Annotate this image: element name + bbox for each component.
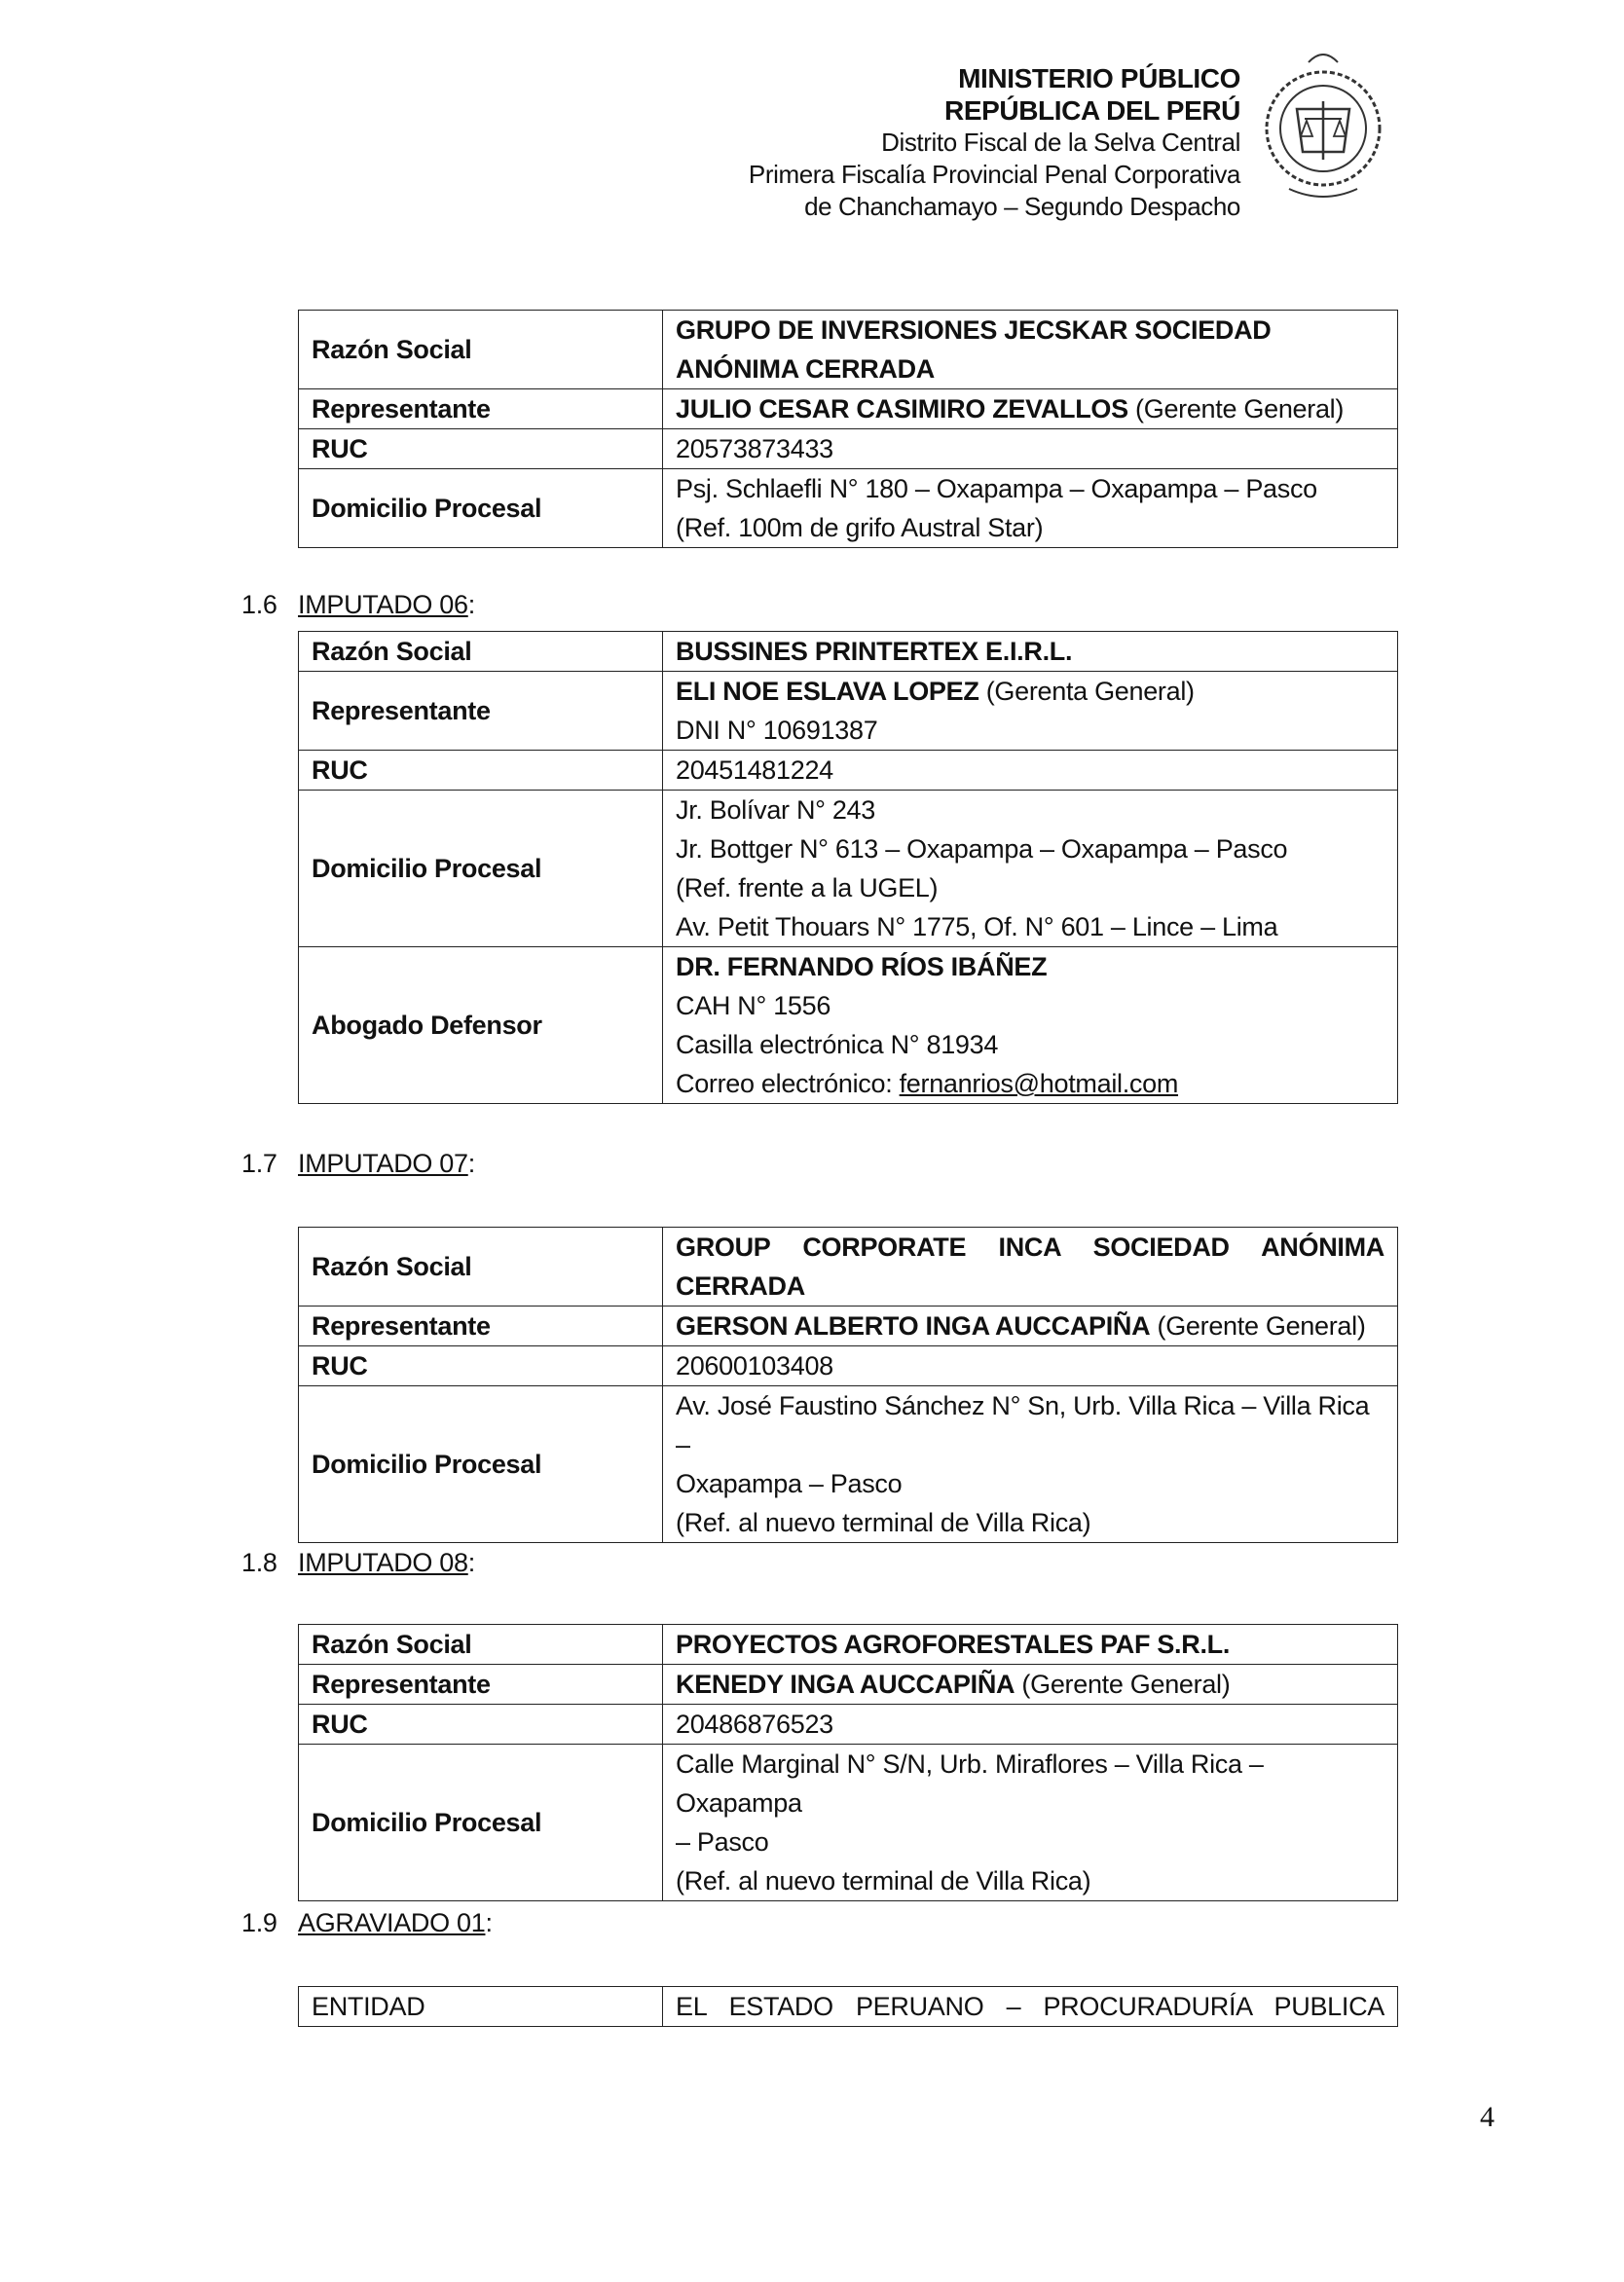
representante-value bbox=[663, 1665, 1398, 1705]
ruc-value: 20486876523 bbox=[663, 1705, 1398, 1745]
domicilio-label: Domicilio Procesal bbox=[299, 1386, 663, 1543]
abogado-label: Abogado Defensor bbox=[299, 947, 663, 1104]
table-row bbox=[299, 1987, 1398, 2027]
ruc-label: RUC bbox=[299, 1705, 663, 1745]
representante-role: (Gerente General) bbox=[1150, 1311, 1366, 1341]
domicilio-value bbox=[663, 1386, 1398, 1543]
entidad-value: EL ESTADO PERUANO – PROCURADURÍA PUBLICA bbox=[663, 1987, 1398, 2027]
domicilio-line: (Ref. al nuevo terminal de Villa Rica) bbox=[676, 1866, 1091, 1896]
domicilio-line: (Ref. frente a la UGEL) bbox=[676, 873, 939, 902]
table-row bbox=[299, 389, 1398, 429]
agraviado-01-table bbox=[298, 1986, 1398, 2027]
razon-social-label: Razón Social bbox=[299, 1625, 663, 1665]
representante-label: Representante bbox=[299, 1307, 663, 1346]
section-title: IMPUTADO 07 bbox=[298, 1149, 468, 1178]
imputado-05-table bbox=[298, 310, 1398, 548]
domicilio-line: Av. Petit Thouars N° 1775, Of. N° 601 – Lince – Lima bbox=[676, 912, 1278, 941]
section-colon: : bbox=[467, 1548, 475, 1577]
domicilio-line: Av. José Faustino Sánchez N° Sn, Urb. Villa Rica – Villa Rica – bbox=[676, 1391, 1370, 1459]
table-row bbox=[299, 672, 1398, 751]
abogado-cah: CAH N° 1556 bbox=[676, 991, 831, 1020]
representante-dni: DNI N° 10691387 bbox=[676, 716, 878, 745]
table-row bbox=[299, 791, 1398, 947]
table-row bbox=[299, 469, 1398, 548]
domicilio-line: Jr. Bottger N° 613 – Oxapampa – Oxapampa – Pasco bbox=[676, 834, 1288, 864]
section-imputado-08 bbox=[241, 1548, 475, 1578]
table-row bbox=[299, 1665, 1398, 1705]
ministerio-seal-icon bbox=[1250, 33, 1396, 228]
razon-social-label: Razón Social bbox=[299, 632, 663, 672]
domicilio-line: Psj. Schlaefli N° 180 – Oxapampa – Oxapampa – Pasco bbox=[676, 474, 1317, 503]
razon-social-value: GRUPO DE INVERSIONES JECSKAR SOCIEDAD ANÓNIMA CERRADA bbox=[663, 311, 1398, 389]
ruc-value: 20600103408 bbox=[663, 1346, 1398, 1386]
razon-social-line: GROUP CORPORATE INCA SOCIEDAD ANÓNIMA bbox=[676, 1233, 1384, 1262]
abogado-casilla: Casilla electrónica N° 81934 bbox=[676, 1030, 999, 1059]
representante-value bbox=[663, 672, 1398, 751]
domicilio-line: (Ref. 100m de grifo Austral Star) bbox=[676, 513, 1044, 542]
imputado-08-table bbox=[298, 1624, 1398, 1901]
header-despacho: de Chanchamayo – Segundo Despacho bbox=[804, 192, 1240, 221]
section-number: 1.6 bbox=[241, 590, 277, 619]
table-row bbox=[299, 1625, 1398, 1665]
table-row bbox=[299, 1705, 1398, 1745]
section-imputado-06 bbox=[241, 590, 475, 620]
section-title: IMPUTADO 06 bbox=[298, 590, 468, 619]
domicilio-value bbox=[663, 469, 1398, 548]
razon-social-value: PROYECTOS AGROFORESTALES PAF S.R.L. bbox=[663, 1625, 1398, 1665]
representante-value bbox=[663, 389, 1398, 429]
ruc-label: RUC bbox=[299, 1346, 663, 1386]
representante-name-line bbox=[676, 672, 1384, 711]
representante-label: Representante bbox=[299, 672, 663, 751]
imputado-06-table bbox=[298, 631, 1398, 1104]
page-number: 4 bbox=[1480, 2101, 1495, 2133]
table-row bbox=[299, 429, 1398, 469]
representante-role: (Gerente General) bbox=[1127, 394, 1345, 423]
domicilio-line: – Pasco bbox=[676, 1827, 769, 1857]
razon-social-label: Razón Social bbox=[299, 1228, 663, 1307]
representante-value bbox=[663, 1307, 1398, 1346]
representante-role: (Gerente General) bbox=[1015, 1670, 1231, 1699]
header-ministerio: MINISTERIO PÚBLICO bbox=[958, 63, 1240, 93]
representante-name: KENEDY INGA AUCCAPIÑA bbox=[676, 1670, 1015, 1699]
header-fiscalia: Primera Fiscalía Provincial Penal Corporativa bbox=[748, 160, 1240, 189]
domicilio-value bbox=[663, 791, 1398, 947]
table-row bbox=[299, 1307, 1398, 1346]
representante-name: GERSON ALBERTO INGA AUCCAPIÑA bbox=[676, 1311, 1151, 1341]
table-row bbox=[299, 632, 1398, 672]
domicilio-label: Domicilio Procesal bbox=[299, 1745, 663, 1901]
ruc-label: RUC bbox=[299, 429, 663, 469]
section-imputado-07 bbox=[241, 1149, 475, 1179]
abogado-value bbox=[663, 947, 1398, 1104]
razon-social-label: Razón Social bbox=[299, 311, 663, 389]
domicilio-line: Oxapampa – Pasco bbox=[676, 1469, 903, 1498]
abogado-correo bbox=[676, 1064, 1384, 1103]
table-row bbox=[299, 947, 1398, 1104]
domicilio-line: (Ref. al nuevo terminal de Villa Rica) bbox=[676, 1508, 1091, 1537]
section-number: 1.8 bbox=[241, 1548, 277, 1577]
table-row bbox=[299, 1745, 1398, 1901]
section-colon: : bbox=[485, 1908, 493, 1937]
table-row bbox=[299, 1228, 1398, 1307]
section-agraviado-01 bbox=[241, 1908, 493, 1938]
ruc-value: 20573873433 bbox=[663, 429, 1398, 469]
table-row bbox=[299, 1346, 1398, 1386]
ruc-label: RUC bbox=[299, 751, 663, 791]
correo-link[interactable]: fernanrios@hotmail.com bbox=[899, 1069, 1179, 1098]
domicilio-line: Jr. Bolívar N° 243 bbox=[676, 795, 875, 825]
entidad-label: ENTIDAD bbox=[299, 1987, 663, 2027]
section-colon: : bbox=[467, 1149, 475, 1178]
domicilio-line: Calle Marginal N° S/N, Urb. Miraflores – Villa Rica – Oxapampa bbox=[676, 1749, 1264, 1818]
razon-social-value: BUSSINES PRINTERTEX E.I.R.L. bbox=[663, 632, 1398, 672]
domicilio-label: Domicilio Procesal bbox=[299, 791, 663, 947]
section-title: IMPUTADO 08 bbox=[298, 1548, 468, 1577]
representante-label: Representante bbox=[299, 389, 663, 429]
correo-label: Correo electrónico: bbox=[676, 1069, 900, 1098]
representante-role: (Gerenta General) bbox=[978, 677, 1195, 706]
representante-name: ELI NOE ESLAVA LOPEZ bbox=[676, 677, 979, 706]
representante-label: Representante bbox=[299, 1665, 663, 1705]
header-distrito: Distrito Fiscal de la Selva Central bbox=[881, 128, 1240, 157]
table-row bbox=[299, 311, 1398, 389]
ruc-value: 20451481224 bbox=[663, 751, 1398, 791]
section-colon: : bbox=[467, 590, 475, 619]
imputado-07-table bbox=[298, 1227, 1398, 1543]
section-title: AGRAVIADO 01 bbox=[298, 1908, 486, 1937]
table-row bbox=[299, 751, 1398, 791]
document-header bbox=[749, 62, 1240, 223]
razon-social-line: CERRADA bbox=[676, 1271, 805, 1301]
representante-name: JULIO CESAR CASIMIRO ZEVALLOS bbox=[676, 394, 1128, 423]
domicilio-label: Domicilio Procesal bbox=[299, 469, 663, 548]
section-number: 1.7 bbox=[241, 1149, 277, 1178]
abogado-name: DR. FERNANDO RÍOS IBÁÑEZ bbox=[676, 952, 1048, 981]
section-number: 1.9 bbox=[241, 1908, 277, 1937]
razon-social-value bbox=[663, 1228, 1398, 1307]
header-republica: REPÚBLICA DEL PERÚ bbox=[944, 95, 1240, 126]
table-row bbox=[299, 1386, 1398, 1543]
domicilio-value bbox=[663, 1745, 1398, 1901]
